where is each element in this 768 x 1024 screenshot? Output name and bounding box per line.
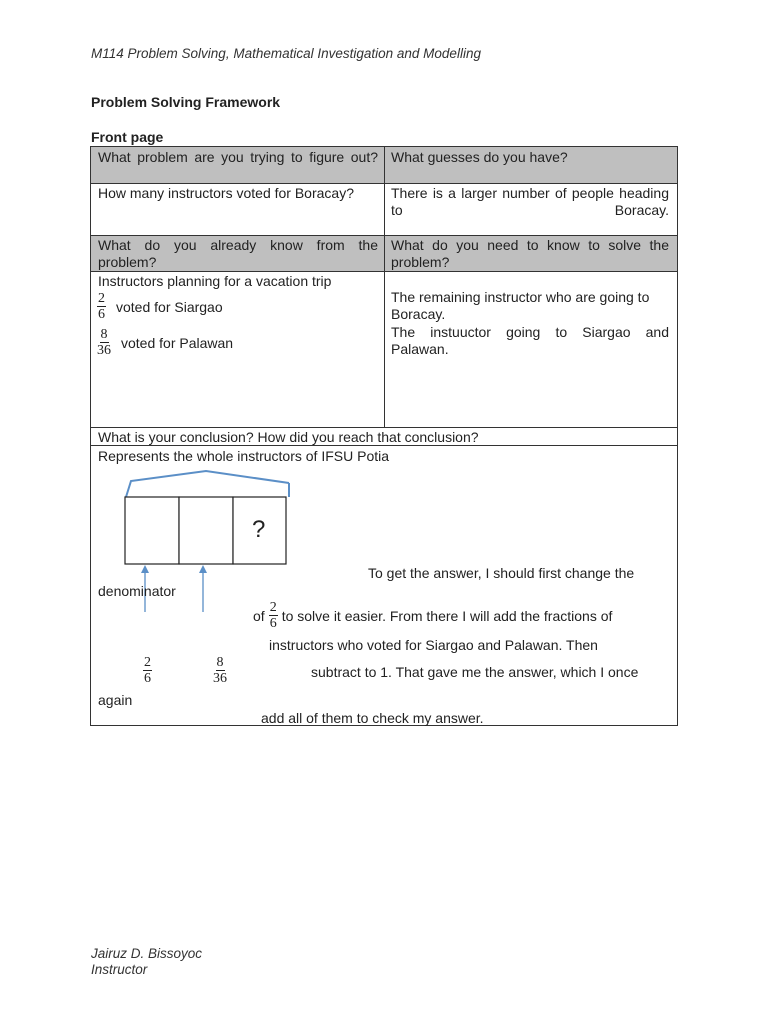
question-guesses: What guesses do you have? <box>391 149 568 165</box>
conclusion-line-2: denominator <box>98 583 176 599</box>
author-role: Instructor <box>91 962 148 977</box>
answer-guesses: There is a larger number of people heading to Boracay. <box>391 185 669 218</box>
fraction: $\frac{8}{36}$ <box>213 655 227 686</box>
known-siargao: $\frac{2}{6}$ voted for Siargao <box>98 291 223 322</box>
fraction: $\frac{8}{36}$ <box>97 327 111 358</box>
question-conclusion: What is your conclusion? How did you reach that conclusion? <box>98 429 479 445</box>
author-name: Jairuz D. Bissoyoc <box>91 946 203 961</box>
unknown-mark: ? <box>252 516 266 543</box>
question-need: What do you need to know to solve the problem? <box>391 237 669 270</box>
conclusion-line-6: again <box>98 692 133 708</box>
bar-label-siargao <box>143 655 152 686</box>
column-divider <box>384 147 385 428</box>
fraction: $\frac{2}{6}$ <box>98 291 105 322</box>
framework-table <box>90 146 678 726</box>
fraction: $\frac{2}{6}$ <box>269 600 277 631</box>
known-palawan: $\frac{8}{36}$ voted for Palawan <box>97 327 234 358</box>
need-remaining: The remaining instructor who are going to Boracay. <box>391 289 650 322</box>
arrow-head <box>199 565 207 573</box>
arrow-head <box>141 565 149 573</box>
bar-segment <box>125 497 179 564</box>
bracket-line <box>126 471 289 497</box>
conclusion-line-5: subtract to 1. That gave me the answer, which I once <box>311 664 639 680</box>
conclusion-represents: Represents the whole instructors of IFSU Potia <box>98 448 390 464</box>
question-known: What do you already know from the problem? <box>98 237 378 270</box>
document-title: Problem Solving Framework <box>91 94 281 110</box>
need-siargao-palawan: The instuuctor going to Siargao and Palawan. <box>391 324 669 357</box>
conclusion-line-1: To get the answer, I should first change the <box>368 565 635 581</box>
conclusion-line-3: of $\frac{2}{6}$ to solve it easier. From there I will add the fractions of <box>253 600 613 631</box>
conclusion-line-4: instructors who voted for Siargao and Palawan. Then <box>269 637 598 653</box>
question-problem: What problem are you trying to figure out? <box>98 149 378 165</box>
section-label: Front page <box>91 129 164 145</box>
known-intro: Instructors planning for a vacation trip <box>98 273 332 289</box>
document-header: M114 Problem Solving, Mathematical Investigation and Modelling <box>91 46 481 61</box>
fraction: $\frac{2}{6}$ <box>144 655 151 686</box>
bar-segment <box>179 497 233 564</box>
document-footer <box>91 946 202 978</box>
answer-problem: How many instructors voted for Boracay? <box>98 185 354 201</box>
conclusion-line-7: add all of them to check my answer. <box>261 710 484 726</box>
bar-label-palawan <box>213 655 227 686</box>
